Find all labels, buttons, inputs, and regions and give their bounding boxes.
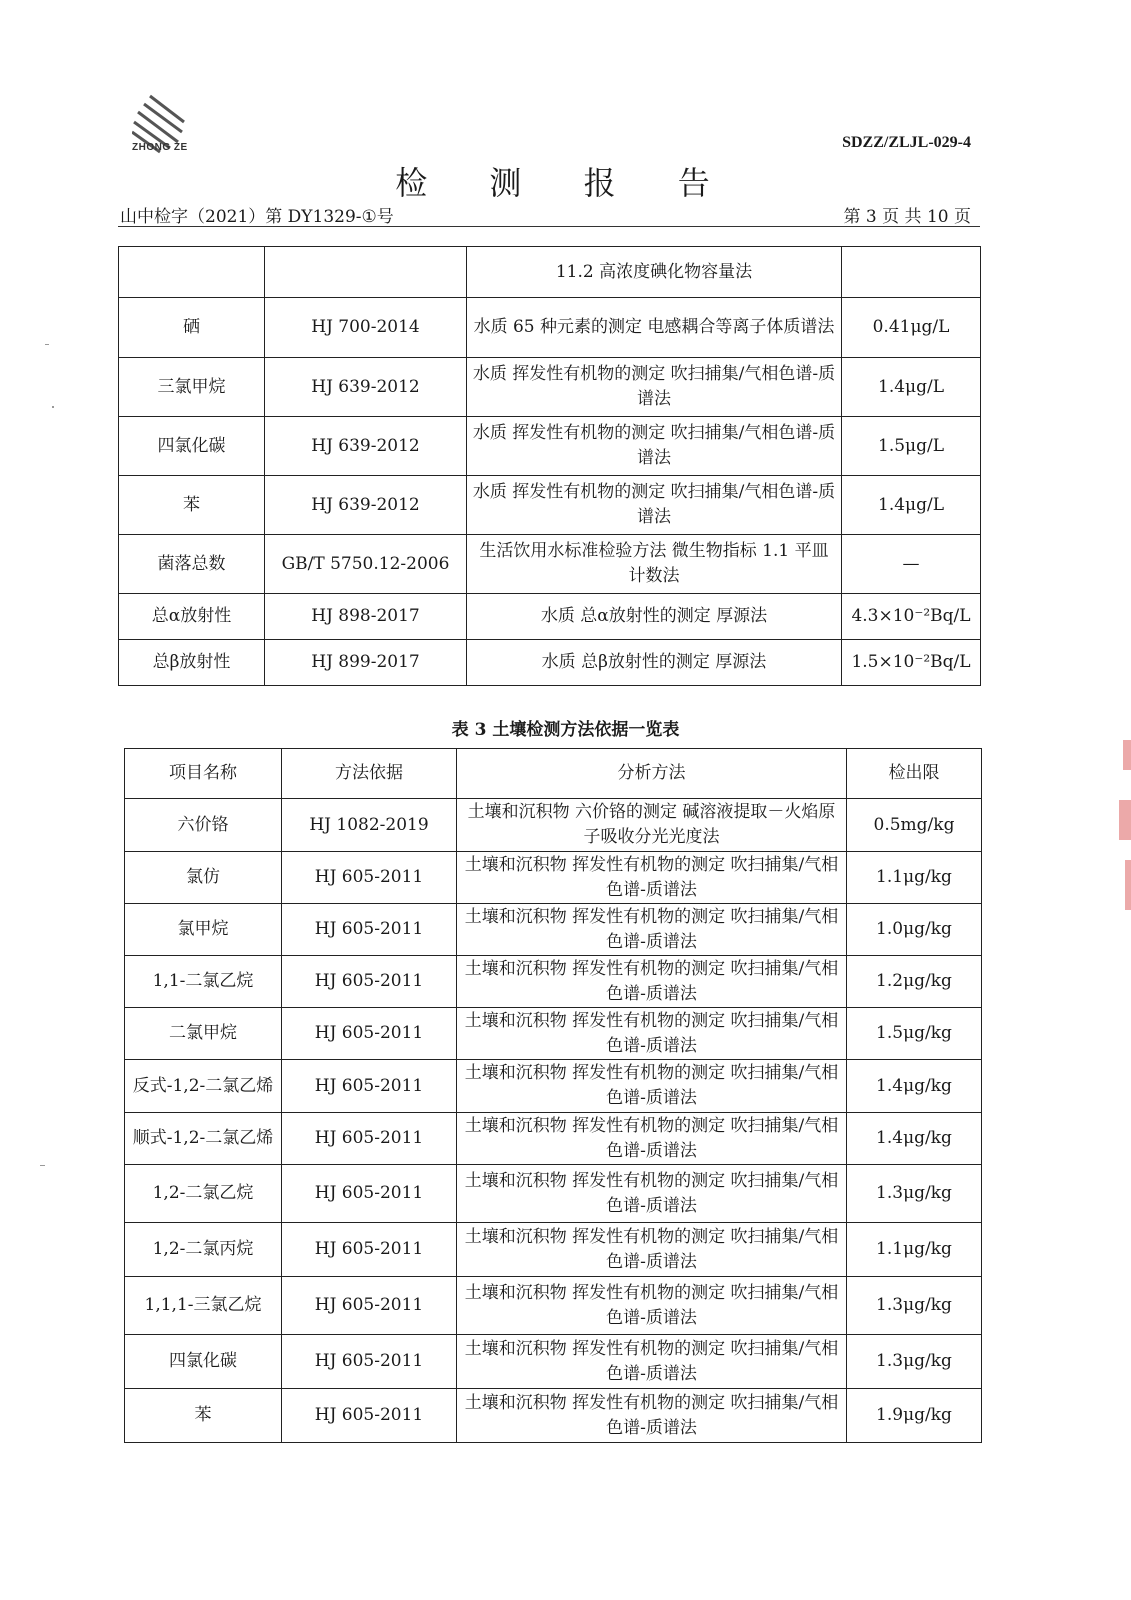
item-cell: 顺式-1,2-二氯乙烯 [125,1113,282,1165]
item-cell: 反式-1,2-二氯乙烯 [125,1060,282,1113]
table-row [119,640,981,686]
page-title: 检 测 报 告 [395,164,736,202]
item-cell: 苯 [125,1389,282,1443]
table-row [125,1165,982,1223]
limit-cell: 1.4μg/kg [847,1113,982,1165]
standard-cell [265,247,467,298]
table-row [119,247,981,298]
method-cell: 水质 总β放射性的测定 厚源法 [467,640,842,686]
table-row [125,799,982,852]
item-cell: 总α放射性 [119,594,265,640]
method-cell: 土壤和沉积物 六价铬的测定 碱溶液提取－火焰原子吸收分光光度法 [457,799,847,852]
scan-speck [40,1165,45,1166]
standard-cell: HJ 639-2012 [265,358,467,417]
item-cell: 总β放射性 [119,640,265,686]
method-cell: 土壤和沉积物 挥发性有机物的测定 吹扫捕集/气相色谱-质谱法 [457,852,847,904]
standard-cell: HJ 605-2011 [282,1223,457,1277]
column-header: 方法依据 [282,749,457,799]
table-row [125,1060,982,1113]
standard-cell: HJ 605-2011 [282,852,457,904]
item-cell: 六价铬 [125,799,282,852]
item-cell: 1,2-二氯丙烷 [125,1223,282,1277]
stamp-edge [1119,800,1131,840]
limit-cell [842,247,981,298]
standard-cell: HJ 1082-2019 [282,799,457,852]
item-cell: 氯甲烷 [125,904,282,956]
method-cell: 土壤和沉积物 挥发性有机物的测定 吹扫捕集/气相色谱-质谱法 [457,1389,847,1443]
table-row [125,1223,982,1277]
logo-text: ZHONG ZE [132,142,188,153]
scan-speck [45,344,49,345]
table-row [125,852,982,904]
column-header: 检出限 [847,749,982,799]
method-cell: 土壤和沉积物 挥发性有机物的测定 吹扫捕集/气相色谱-质谱法 [457,956,847,1008]
item-cell: 1,1-二氯乙烷 [125,956,282,1008]
standard-cell: HJ 605-2011 [282,1113,457,1165]
method-cell: 11.2 高浓度碘化物容量法 [467,247,842,298]
item-cell: 二氯甲烷 [125,1008,282,1060]
standard-cell: HJ 605-2011 [282,1277,457,1335]
scan-speck [52,406,54,408]
table-row [119,535,981,594]
page-indicator: 第 3 页 共 10 页 [843,207,971,227]
table-row [119,476,981,535]
method-cell: 水质 65 种元素的测定 电感耦合等离子体质谱法 [467,298,842,358]
standard-cell: HJ 639-2012 [265,476,467,535]
standard-cell: HJ 899-2017 [265,640,467,686]
method-cell: 生活饮用水标准检验方法 微生物指标 1.1 平皿计数法 [467,535,842,594]
item-cell: 三氯甲烷 [119,358,265,417]
soil-method-table [124,748,982,1443]
standard-cell: HJ 605-2011 [282,1335,457,1389]
table-row [125,956,982,1008]
limit-cell: 1.0μg/kg [847,904,982,956]
table-row [119,417,981,476]
method-cell: 水质 挥发性有机物的测定 吹扫捕集/气相色谱-质谱法 [467,417,842,476]
limit-cell: 1.5×10⁻²Bq/L [842,640,981,686]
table-row [125,1389,982,1443]
header-divider [118,226,980,227]
limit-cell: 1.3μg/kg [847,1335,982,1389]
table-row [119,298,981,358]
item-cell: 四氯化碳 [119,417,265,476]
standard-cell: HJ 605-2011 [282,904,457,956]
table-row [125,1335,982,1389]
table-row [125,1277,982,1335]
item-cell: 苯 [119,476,265,535]
method-cell: 土壤和沉积物 挥发性有机物的测定 吹扫捕集/气相色谱-质谱法 [457,1113,847,1165]
limit-cell: 1.9μg/kg [847,1389,982,1443]
standard-cell: HJ 605-2011 [282,1389,457,1443]
limit-cell: 1.3μg/kg [847,1277,982,1335]
stamp-edge [1123,740,1131,770]
standard-cell: HJ 700-2014 [265,298,467,358]
limit-cell: 4.3×10⁻²Bq/L [842,594,981,640]
item-cell: 硒 [119,298,265,358]
table-row [125,1008,982,1060]
standard-cell: HJ 639-2012 [265,417,467,476]
report-number: 山中检字（2021）第 DY1329-①号 [120,207,394,227]
stamp-edge [1125,860,1131,910]
standard-cell: HJ 605-2011 [282,1165,457,1223]
method-cell: 水质 总α放射性的测定 厚源法 [467,594,842,640]
item-cell: 四氯化碳 [125,1335,282,1389]
column-header: 分析方法 [457,749,847,799]
limit-cell: 1.1μg/kg [847,1223,982,1277]
method-cell: 土壤和沉积物 挥发性有机物的测定 吹扫捕集/气相色谱-质谱法 [457,1008,847,1060]
method-cell: 水质 挥发性有机物的测定 吹扫捕集/气相色谱-质谱法 [467,476,842,535]
method-cell: 水质 挥发性有机物的测定 吹扫捕集/气相色谱-质谱法 [467,358,842,417]
table-row [125,1113,982,1165]
limit-cell: 1.5μg/kg [847,1008,982,1060]
limit-cell: 1.2μg/kg [847,956,982,1008]
limit-cell: 0.5mg/kg [847,799,982,852]
standard-cell: HJ 605-2011 [282,1008,457,1060]
method-cell: 土壤和沉积物 挥发性有机物的测定 吹扫捕集/气相色谱-质谱法 [457,1165,847,1223]
standard-cell: HJ 605-2011 [282,956,457,1008]
table-row [119,594,981,640]
standard-cell: GB/T 5750.12-2006 [265,535,467,594]
table-row [119,358,981,417]
table-row [125,904,982,956]
item-cell: 菌落总数 [119,535,265,594]
document-code: SDZZ/ZLJL-029-4 [842,134,971,151]
limit-cell: 1.4μg/L [842,476,981,535]
table-caption: 表 3 土壤检测方法依据一览表 [451,720,680,740]
item-cell: 1,1,1-三氯乙烷 [125,1277,282,1335]
limit-cell: 1.5μg/L [842,417,981,476]
method-cell: 土壤和沉积物 挥发性有机物的测定 吹扫捕集/气相色谱-质谱法 [457,1277,847,1335]
column-header: 项目名称 [125,749,282,799]
method-cell: 土壤和沉积物 挥发性有机物的测定 吹扫捕集/气相色谱-质谱法 [457,1335,847,1389]
method-cell: 土壤和沉积物 挥发性有机物的测定 吹扫捕集/气相色谱-质谱法 [457,1060,847,1113]
item-cell [119,247,265,298]
table-header-row [125,749,982,799]
limit-cell: 1.1μg/kg [847,852,982,904]
limit-cell: 1.4μg/L [842,358,981,417]
limit-cell: — [842,535,981,594]
water-method-table [118,246,981,686]
standard-cell: HJ 898-2017 [265,594,467,640]
limit-cell: 0.41μg/L [842,298,981,358]
method-cell: 土壤和沉积物 挥发性有机物的测定 吹扫捕集/气相色谱-质谱法 [457,904,847,956]
item-cell: 1,2-二氯乙烷 [125,1165,282,1223]
limit-cell: 1.4μg/kg [847,1060,982,1113]
standard-cell: HJ 605-2011 [282,1060,457,1113]
item-cell: 氯仿 [125,852,282,904]
method-cell: 土壤和沉积物 挥发性有机物的测定 吹扫捕集/气相色谱-质谱法 [457,1223,847,1277]
limit-cell: 1.3μg/kg [847,1165,982,1223]
